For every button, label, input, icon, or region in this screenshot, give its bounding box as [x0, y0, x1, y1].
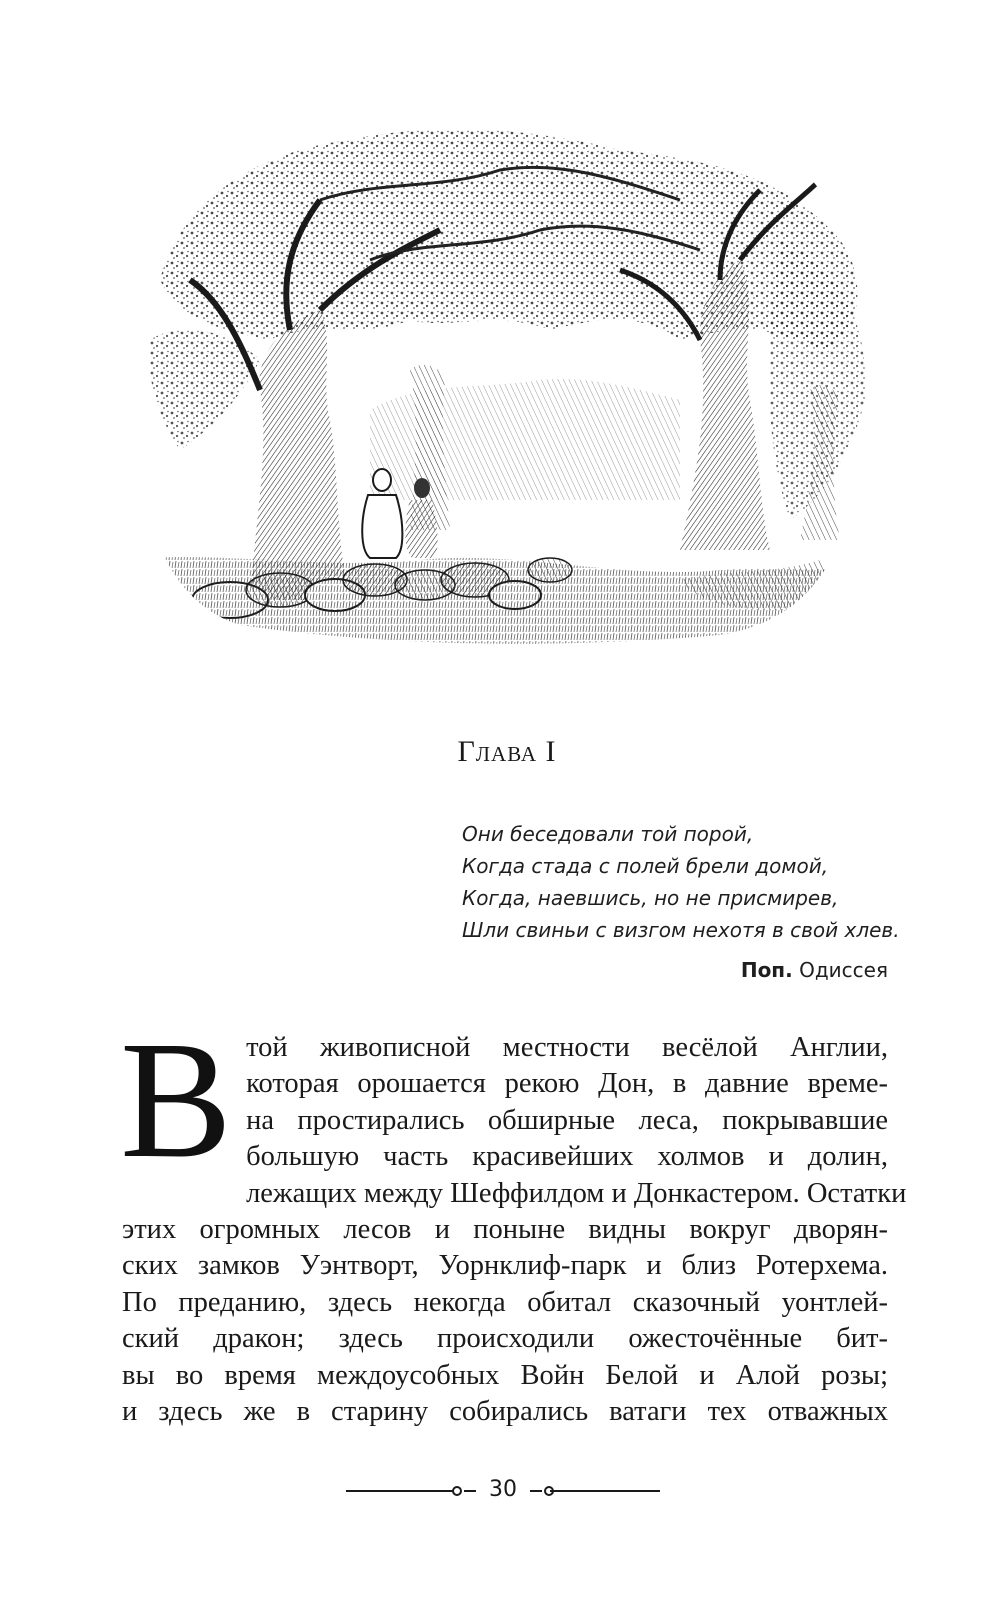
body-line: той живописной местности весёлой Англии,	[246, 1032, 888, 1063]
epigraph	[462, 818, 902, 946]
page-footer	[340, 1475, 666, 1505]
body-line: которая орошается рекою Дон, в давние време-	[246, 1068, 888, 1100]
epigraph-line: Когда стада с полей брели домой,	[462, 854, 829, 878]
body-text	[120, 1007, 907, 1430]
body-line: лежащих между Шеффилдом и Донкастером. Остатки	[246, 1177, 907, 1209]
page-number: 30	[489, 1477, 517, 1502]
body-line: большую часть красивейших холмов и долин,	[246, 1141, 888, 1173]
body-line: ских замков Уэнтворт, Уорнклиф-парк и близ Ротерхема.	[122, 1250, 888, 1282]
body-line: и здесь же в старину собирались ватаги тех отважных	[122, 1396, 888, 1428]
body-line: По преданию, здесь некогда обитал сказочный уонтлей-	[122, 1286, 888, 1318]
ornament-dash	[530, 1490, 542, 1492]
body-line: этих огромных лесов и поныне видны вокруг дворян-	[122, 1214, 888, 1246]
chapter-title: Глава I	[457, 735, 557, 768]
epigraph-work: Одиссея	[799, 958, 888, 982]
epigraph-author: Поп.	[740, 958, 793, 982]
forest-engraving-illustration	[120, 80, 890, 650]
epigraph-source	[741, 958, 888, 982]
engraving-svg	[120, 80, 890, 650]
epigraph-line: Они беседовали той порой,	[462, 822, 754, 846]
body-line: вы во время междоусобных Войн Белой и Алой розы;	[122, 1359, 888, 1391]
body-line: на простирались обширные леса, покрывавшие	[246, 1104, 888, 1136]
body-line: ский дракон; здесь происходили ожесточённые бит-	[122, 1323, 888, 1355]
ornament-rule-right	[550, 1490, 660, 1492]
epigraph-line: Когда, наевшись, но не присмирев,	[462, 886, 839, 910]
drop-cap: В	[120, 1007, 233, 1193]
epigraph-line: Шли свиньи с визгом нехотя в свой хлев.	[462, 918, 900, 942]
